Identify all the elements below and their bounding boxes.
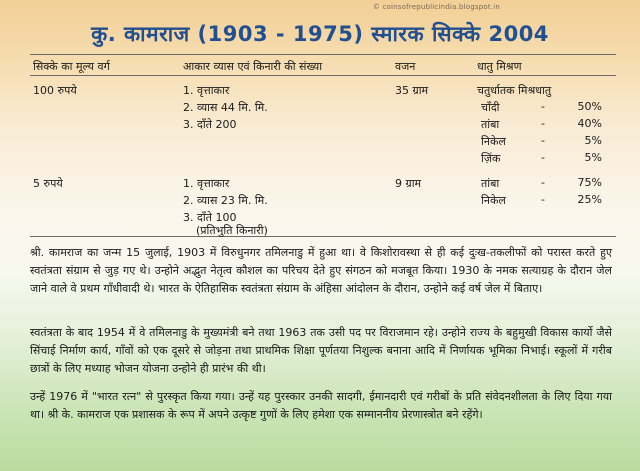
metal-name: चाँदी xyxy=(481,101,500,114)
biography-paragraph: स्वतंत्रता के बाद 1954 में वे तमिलनाडु के मुख्यमंत्री बने तथा 1963 तक उसी पद पर विराजमान रहे। उन्होने राज्य के बहुमुखी विकास कार्यो जैसे सिंचाई निर्माण कार्य, गाँवों को एक दूसरे से जोड़ना तथा प्राथमिक शिक्षा पूर्णतया निशुल्क बनाना आदि में निर्णायक भूमिका निभाई। स्कूलों में गरीब छात्रों के लिए मध्याह भोजन योजना उन्होने ही प्रारंभ की थी। xyxy=(30,326,612,376)
metal-percent: 25% xyxy=(577,193,602,206)
metal-dash: - xyxy=(541,100,545,113)
shape-item: 3. दाँते 100 xyxy=(183,211,237,224)
shape-item: 1. वृत्ताकार xyxy=(183,84,230,97)
header-value: सिक्के का मूल्य वर्ग xyxy=(33,60,110,73)
coin-value: 100 रुपये xyxy=(33,84,77,97)
metal-dash: - xyxy=(541,134,545,147)
shape-item: 1. वृत्ताकार xyxy=(183,177,230,190)
metal-name: निकेल xyxy=(481,194,506,207)
metal-percent: 5% xyxy=(584,151,602,164)
metal-dash: - xyxy=(541,117,545,130)
shape-item: 3. दाँते 200 xyxy=(183,118,237,131)
header-metal: धातु मिश्रण xyxy=(477,60,522,73)
shape-item: (प्रतिभुति किनारी) xyxy=(196,224,268,237)
metal-dash: - xyxy=(541,176,545,189)
metal-name: ज़िंक xyxy=(481,152,501,165)
metal-dash: - xyxy=(541,193,545,206)
table-top-rule xyxy=(30,54,616,55)
table-bottom-rule xyxy=(30,236,616,237)
metal-name: तांबा xyxy=(481,118,500,131)
header-shape: आकार व्यास एवं किनारी की संख्या xyxy=(183,60,323,73)
watermark: © coinsofrepublicindia.blogspot.in xyxy=(372,3,500,11)
biography-paragraph: श्री. कामराज का जन्म 15 जुलाई, 1903 में विरुधुनगर तमिलनाडु में हुआ था। वे किशोरावस्था से ही कई दुःख-तकलीफों को परास्त करते हुए स्वतंत्रता संग्राम से जुड़ गए थे। उन्होने अद्भुत नेतृत्व कौशल का परिचय देते हुए संगठन को मजबूत किया। 1930 के नमक सत्याग्रह के दौरान जेल जाने वाले वे प्रथम गाँधीवादी थे। भारत के ऐतिहासिक स्वतंत्रता संग्राम के अंहिसा आंदोलन के दौरान, उन्होने कई वर्ष जेल में बिताए। xyxy=(30,246,612,296)
header-weight: वजन xyxy=(395,60,416,73)
metal-dash: - xyxy=(541,151,545,164)
metal-percent: 40% xyxy=(577,117,602,130)
shape-item: 2. व्यास 44 मि. मि. xyxy=(183,101,268,114)
metal-name: निकेल xyxy=(481,135,506,148)
metal-name: तांबा xyxy=(481,177,500,190)
metal-percent: 50% xyxy=(577,100,602,113)
coin-weight: 9 ग्राम xyxy=(395,177,422,190)
coin-weight: 35 ग्राम xyxy=(395,84,429,97)
coin-value: 5 रुपये xyxy=(33,177,63,190)
table-header-rule xyxy=(30,75,616,76)
shape-item: 2. व्यास 23 मि. मि. xyxy=(183,194,268,207)
metal-percent: 5% xyxy=(584,134,602,147)
page-title: कु. कामराज (1903 - 1975) स्मारक सिक्के 2004 xyxy=(91,22,549,46)
metal-percent: 75% xyxy=(577,176,602,189)
biography-paragraph: उन्हें 1976 में "भारत रत्न" से पुरस्कृत किया गया। उन्हें यह पुरस्कार उनकी सादगी, ईमानदारी एवं गरीबों के प्रति संवेदनशीलता के लिए दिया गया था। श्री के. कामराज एक प्रशासक के रूप में अपने उत्कृष्ट गुणों के लिए हमेशा एक सम्माननीय प्रेरणास्त्रोत बने रहेंगे। xyxy=(30,390,612,422)
alloy-title: चतुर्धातक मिश्रधातु xyxy=(477,84,552,97)
